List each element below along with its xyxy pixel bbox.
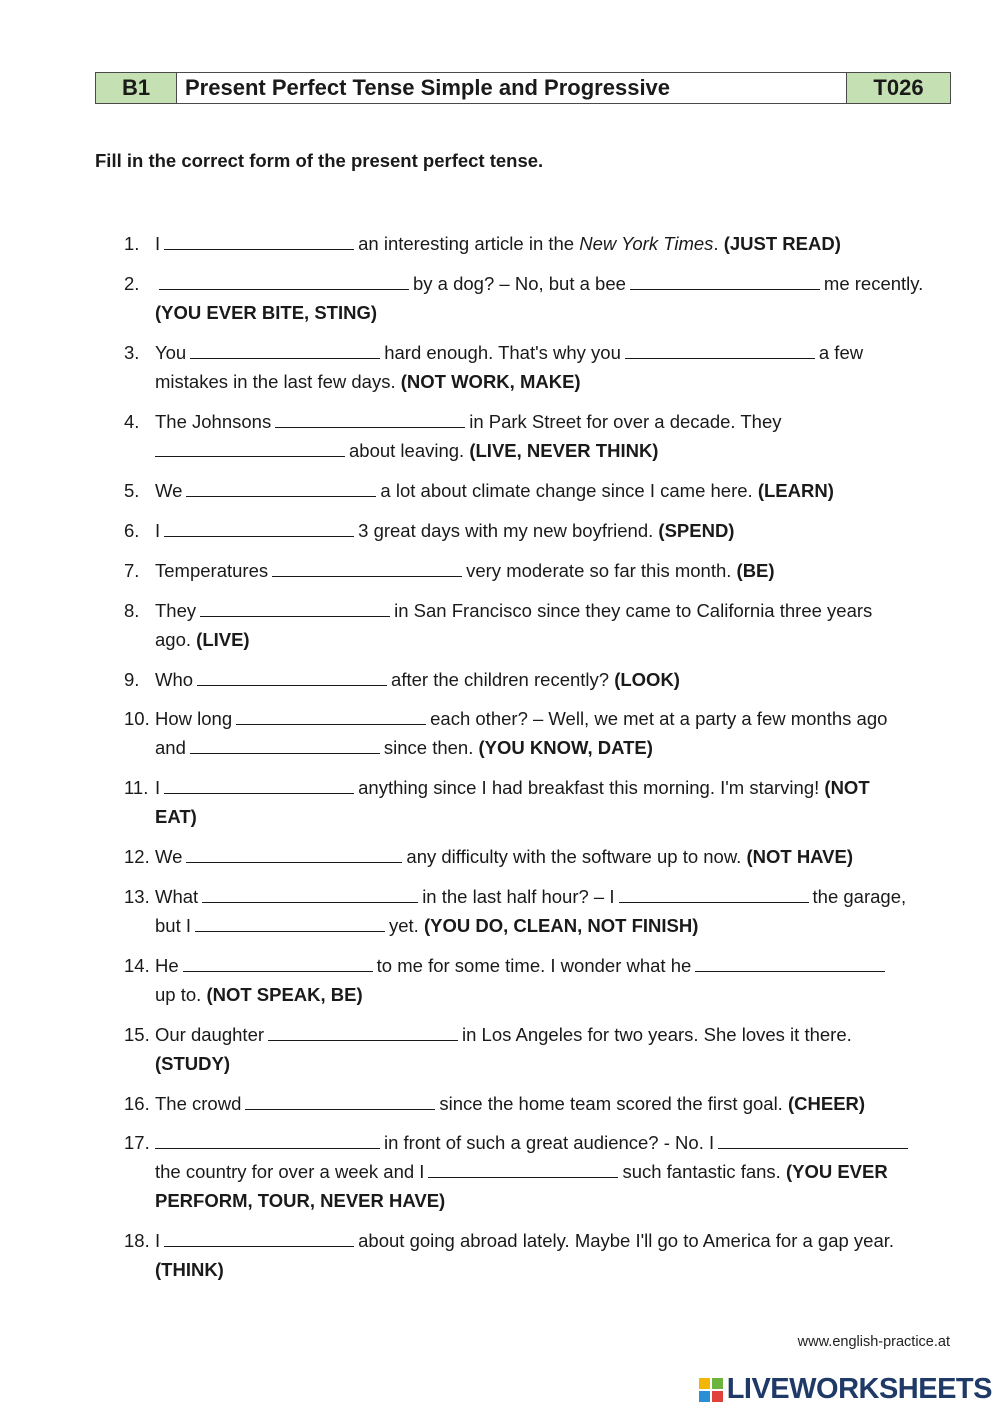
verb-hint: (YOU EVER (785, 1161, 888, 1182)
answer-blank[interactable] (183, 953, 373, 972)
answer-blank[interactable] (190, 735, 380, 754)
item-text: Temperatures (155, 560, 269, 581)
item-text: I (155, 777, 161, 798)
item-text: me recently. (823, 273, 924, 294)
item-number: 9. (124, 669, 140, 690)
item-text: by a dog? – No, but a bee (413, 273, 626, 294)
item-text: in front of such a great audience? - No. I (384, 1132, 715, 1153)
verb-hint: (NOT HAVE) (746, 846, 854, 867)
item-text: anything since I had breakfast this morning. I'm starving! (358, 777, 825, 798)
item-text: The Johnsons (155, 411, 272, 432)
item-text: 3 great days with my new boyfriend. (358, 520, 659, 541)
answer-blank[interactable] (200, 598, 390, 617)
item-text: an interesting article in the (358, 233, 580, 254)
item-line (155, 229, 841, 258)
answer-blank[interactable] (630, 271, 820, 290)
verb-hint: (NOT WORK, MAKE) (400, 371, 581, 392)
item-text: in the last half hour? – I (422, 886, 615, 907)
item-text: after the children recently? (391, 669, 615, 690)
verb-hint: (LIVE) (196, 629, 250, 650)
item-number: 14. (124, 955, 150, 976)
item-text: about going abroad lately. Maybe I'll go to America for a gap year. (358, 1230, 895, 1251)
verb-hint: (BE) (736, 560, 775, 581)
verb-hint: (JUST READ) (723, 233, 841, 254)
item-number: 18. (124, 1230, 150, 1251)
item-text: The crowd (155, 1093, 242, 1114)
answer-blank[interactable] (164, 518, 354, 537)
item-line (155, 1255, 224, 1284)
item-line (155, 436, 658, 465)
item-text: in San Francisco since they came to California three years (394, 600, 873, 621)
item-number: 13. (124, 886, 150, 907)
item-line (155, 596, 872, 625)
item-text: You (155, 342, 187, 363)
item-text: the country for over a week and I (155, 1161, 425, 1182)
item-number: 11. (124, 777, 149, 798)
verb-hint: (YOU KNOW, DATE) (478, 737, 653, 758)
logo-icon (699, 1378, 723, 1402)
item-line (155, 269, 923, 298)
item-text: about leaving. (349, 440, 470, 461)
item-line (155, 842, 853, 871)
item-number: 16. (124, 1093, 150, 1114)
item-number: 17. (124, 1132, 150, 1153)
verb-hint: (LIVE, NEVER THINK) (469, 440, 659, 461)
item-number: 5. (124, 480, 140, 501)
verb-hint: (CHEER) (787, 1093, 866, 1114)
answer-blank[interactable] (186, 844, 402, 863)
answer-blank[interactable] (155, 1130, 380, 1149)
item-line (155, 367, 581, 396)
answer-blank[interactable] (236, 706, 426, 725)
item-text: a few (818, 342, 864, 363)
answer-blank[interactable] (164, 1228, 354, 1247)
item-line (155, 1157, 888, 1186)
logo-text: LIVEWORKSHEETS (726, 1373, 992, 1405)
answer-blank[interactable] (164, 231, 354, 250)
answer-blank[interactable] (272, 558, 462, 577)
item-line (155, 1049, 230, 1078)
verb-hint: EAT) (155, 806, 197, 827)
item-number: 12. (124, 846, 150, 867)
answer-blank[interactable] (190, 340, 380, 359)
instructions: Fill in the correct form of the present perfect tense. (95, 150, 544, 171)
item-line (155, 1186, 445, 1215)
answer-blank[interactable] (428, 1159, 618, 1178)
item-line (155, 980, 363, 1009)
verb-hint: (LEARN) (757, 480, 834, 501)
item-text: to me for some time. I wonder what he (376, 955, 692, 976)
verb-hint: (NOT (824, 777, 870, 798)
answer-blank[interactable] (195, 913, 385, 932)
item-text: I (155, 1230, 161, 1251)
item-text: We (155, 846, 183, 867)
item-number: 6. (124, 520, 140, 541)
item-text: in Park Street for over a decade. They (469, 411, 782, 432)
verb-hint: PERFORM, TOUR, NEVER HAVE) (155, 1190, 446, 1211)
answer-blank[interactable] (268, 1022, 458, 1041)
item-line (155, 773, 870, 802)
answer-blank[interactable] (159, 271, 409, 290)
worksheet-code: T026 (847, 73, 950, 103)
item-text: New York Times (579, 233, 714, 254)
answer-blank[interactable] (695, 953, 885, 972)
answer-blank[interactable] (625, 340, 815, 359)
item-text: yet. (389, 915, 424, 936)
item-text: any difficulty with the software up to now. (406, 846, 747, 867)
item-line (155, 704, 887, 733)
item-number: 4. (124, 411, 140, 432)
item-text: He (155, 955, 179, 976)
item-number: 3. (124, 342, 140, 363)
item-text: They (155, 600, 197, 621)
item-text: in Los Angeles for two years. She loves it there. (462, 1024, 852, 1045)
liveworksheets-logo (699, 1373, 992, 1406)
item-text: How long (155, 708, 233, 729)
verb-hint: (YOU DO, CLEAN, NOT FINISH) (423, 915, 699, 936)
verb-hint: (LOOK) (614, 669, 680, 690)
item-line (155, 1128, 912, 1157)
item-text: Who (155, 669, 194, 690)
item-number: 1. (124, 233, 140, 254)
verb-hint: (SPEND) (658, 520, 735, 541)
item-line (155, 1089, 865, 1118)
answer-blank[interactable] (619, 884, 809, 903)
answer-blank[interactable] (155, 438, 345, 457)
item-text: I (155, 520, 161, 541)
item-text: . (713, 233, 724, 254)
item-line (155, 733, 653, 762)
item-text: Our daughter (155, 1024, 265, 1045)
item-line (155, 556, 775, 585)
verb-hint: (STUDY) (155, 1053, 231, 1074)
item-line (155, 1226, 894, 1255)
item-text: a lot about climate change since I came here. (380, 480, 758, 501)
worksheet-title: Present Perfect Tense Simple and Progressive (177, 73, 847, 103)
level-cell: B1 (96, 73, 177, 103)
item-line (155, 407, 782, 436)
answer-blank[interactable] (718, 1130, 908, 1149)
answer-blank[interactable] (197, 667, 387, 686)
item-number: 15. (124, 1024, 150, 1045)
item-line (155, 665, 680, 694)
item-text: I (155, 233, 161, 254)
answer-blank[interactable] (164, 775, 354, 794)
item-line (155, 625, 250, 654)
answer-blank[interactable] (202, 884, 418, 903)
item-line (155, 338, 863, 367)
item-text: up to. (155, 984, 207, 1005)
item-line (155, 951, 889, 980)
answer-blank[interactable] (275, 409, 465, 428)
item-line (155, 516, 734, 545)
item-line (155, 882, 906, 911)
worksheet-header (95, 72, 951, 104)
item-text: mistakes in the last few days. (155, 371, 401, 392)
item-line (155, 476, 834, 505)
item-text: We (155, 480, 183, 501)
item-text: such fantastic fans. (622, 1161, 786, 1182)
item-number: 8. (124, 600, 140, 621)
item-text: hard enough. That's why you (384, 342, 621, 363)
item-text: ago. (155, 629, 197, 650)
answer-blank[interactable] (186, 478, 376, 497)
item-line (155, 1020, 852, 1049)
item-text: What (155, 886, 199, 907)
item-line (155, 911, 698, 940)
item-text: each other? – Well, we met at a party a few months ago (430, 708, 888, 729)
item-text: since then. (383, 737, 479, 758)
verb-hint: (THINK) (155, 1259, 224, 1280)
footer-url[interactable]: www.english-practice.at (797, 1334, 950, 1350)
item-line (155, 298, 377, 327)
item-line (155, 802, 197, 831)
item-text: but I (155, 915, 191, 936)
item-number: 10. (124, 708, 150, 729)
item-text: since the home team scored the first goal. (439, 1093, 788, 1114)
item-number: 7. (124, 560, 140, 581)
item-text: the garage, (812, 886, 907, 907)
item-number: 2. (124, 273, 140, 294)
answer-blank[interactable] (245, 1091, 435, 1110)
verb-hint: (YOU EVER BITE, STING) (155, 302, 378, 323)
item-text: and (155, 737, 186, 758)
verb-hint: (NOT SPEAK, BE) (206, 984, 363, 1005)
item-text: very moderate so far this month. (466, 560, 737, 581)
